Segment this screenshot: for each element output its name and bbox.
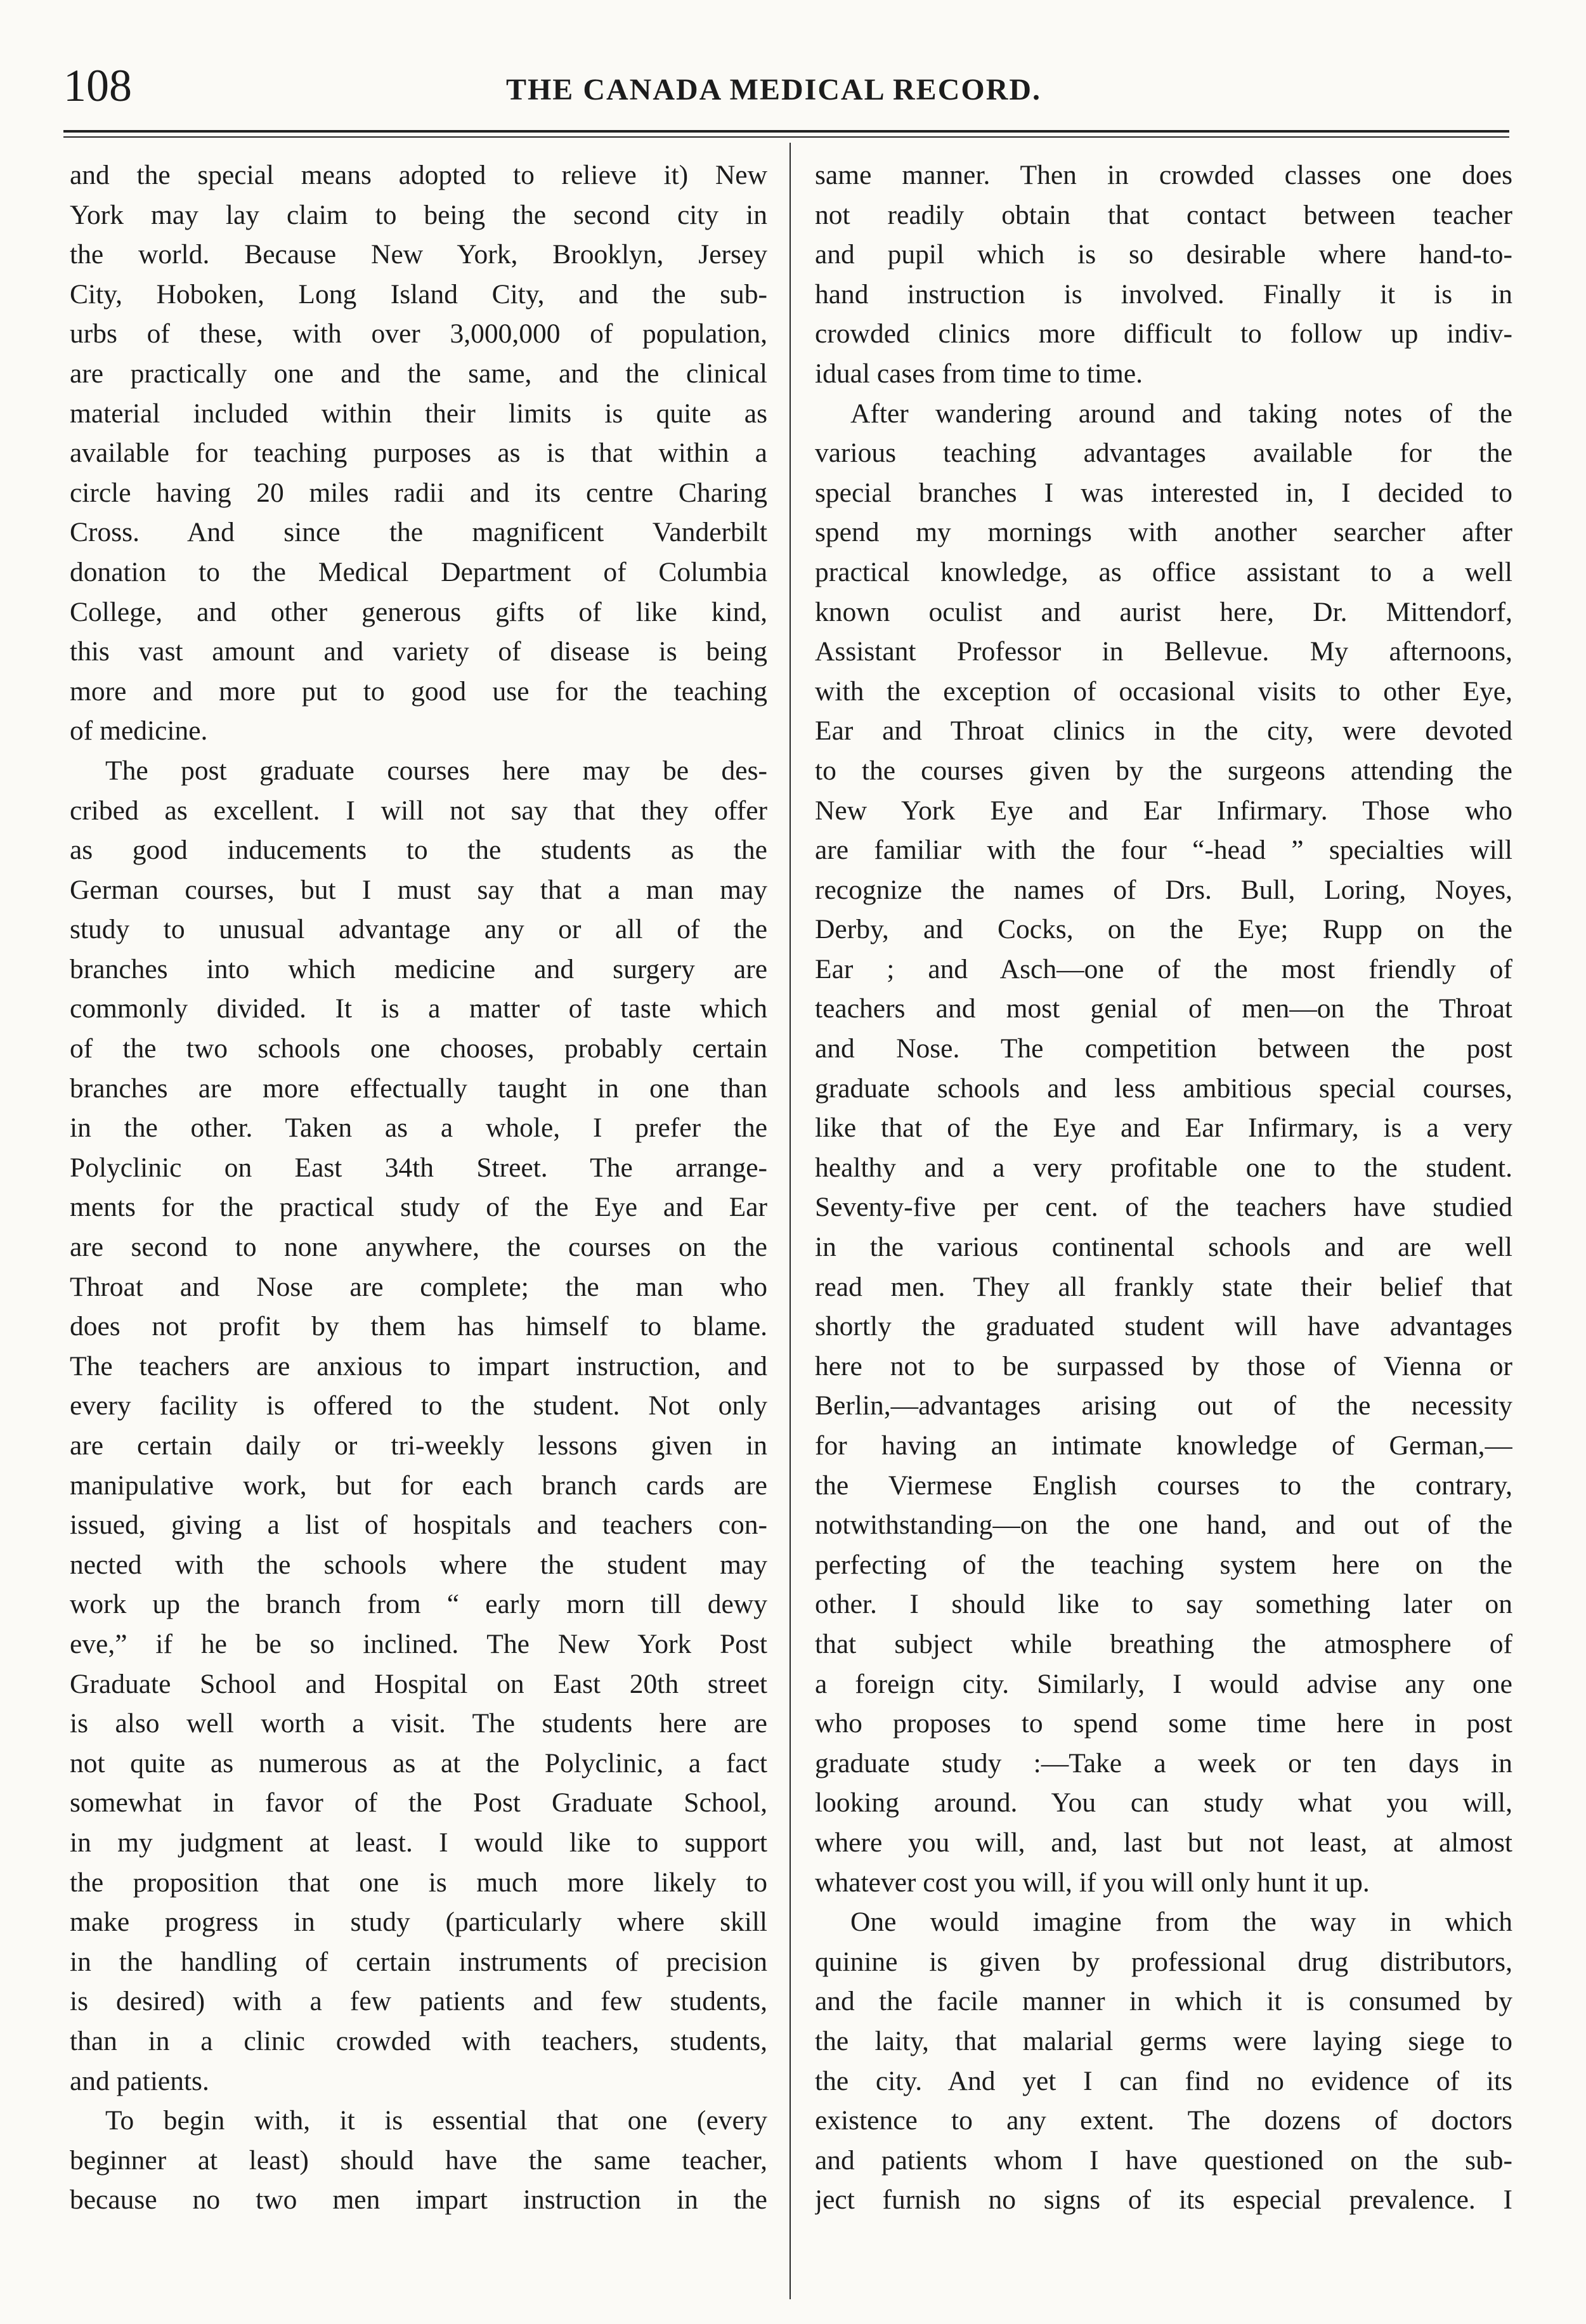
text-line: who proposes to spend some time here in post: [815, 1708, 1512, 1739]
text-line: issued, giving a list of hospitals and teachers con-: [70, 1510, 767, 1541]
text-line: material included within their limits is quite as: [70, 398, 767, 429]
text-line: Berlin,—advantages arising out of the necessity: [815, 1390, 1512, 1421]
text-line: read men. They all frankly state their belief that: [815, 1271, 1512, 1302]
text-line: and patients whom I have questioned on the sub-: [815, 2144, 1512, 2176]
text-line: are practically one and the same, and the clinical: [70, 358, 767, 389]
text-line: various teaching advantages available for the: [815, 438, 1512, 469]
text-line: beginner at least) should have the same teacher,: [70, 2144, 767, 2176]
text-line: hand instruction is involved. Finally it is in: [815, 278, 1512, 310]
text-line: and the special means adopted to relieve it) New: [70, 160, 767, 190]
text-line: in the various continental schools and are well: [815, 1232, 1512, 1263]
text-line: a foreign city. Similarly, I would advise any one: [815, 1668, 1512, 1699]
text-line: graduate study :—Take a week or ten days in: [815, 1747, 1512, 1779]
text-line: more and more put to good use for the teaching: [70, 676, 767, 707]
text-line: not quite as numerous as at the Polyclinic, a fact: [70, 1747, 767, 1779]
text-line: To begin with, it is essential that one (every: [105, 2105, 767, 2136]
text-line: to the courses given by the surgeons attending the: [815, 755, 1512, 786]
text-line: other. I should like to say something later on: [815, 1589, 1512, 1620]
text-line: special branches I was interested in, I decided to: [815, 477, 1512, 508]
text-line: branches are more effectually taught in one than: [70, 1073, 767, 1104]
text-line: known oculist and aurist here, Dr. Mittendorf,: [815, 596, 1512, 627]
text-line: branches into which medicine and surgery are: [70, 953, 767, 984]
text-line: every facility is offered to the student. Not only: [70, 1390, 767, 1421]
text-line: this vast amount and variety of disease is being: [70, 636, 767, 667]
header-rule-thin: [63, 136, 1509, 138]
text-line: eve,” if he be so inclined. The New York Post: [70, 1628, 767, 1659]
text-line: Ear ; and Asch—one of the most friendly of: [815, 953, 1512, 984]
text-line: urbs of these, with over 3,000,000 of population,: [70, 318, 767, 349]
text-line: make progress in study (particularly where skill: [70, 1907, 767, 1938]
text-line: idual cases from time to time.: [815, 358, 1143, 389]
running-title: THE CANADA MEDICAL RECORD.: [505, 73, 1042, 107]
text-line: whatever cost you will, if you will only hunt it up.: [815, 1867, 1370, 1898]
right-column: [815, 155, 1512, 2220]
text-line: of the two schools one chooses, probably certain: [70, 1033, 767, 1064]
text-line: is desired) with a few patients and few students,: [70, 1986, 767, 2017]
text-line: Cross. And since the magnificent Vanderbilt: [70, 517, 767, 548]
text-line: After wandering around and taking notes of the: [850, 398, 1512, 429]
text-line: College, and other generous gifts of like kind,: [70, 596, 767, 627]
text-line: practical knowledge, as office assistant to a well: [815, 556, 1512, 587]
text-line: are second to none anywhere, the courses on the: [70, 1232, 767, 1263]
text-line: than in a clinic crowded with teachers, students,: [70, 2025, 767, 2056]
text-line: with the exception of occasional visits to other Eye,: [815, 676, 1512, 707]
text-line: are familiar with the four “-head ” specialties will: [815, 835, 1512, 866]
text-line: shortly the graduated student will have advantages: [815, 1311, 1512, 1342]
text-line: like that of the Eye and Ear Infirmary, is a very: [815, 1113, 1512, 1144]
text-line: The post graduate courses here may be des-: [105, 755, 767, 786]
text-line: ments for the practical study of the Eye and Ear: [70, 1192, 767, 1223]
text-line: the proposition that one is much more likely to: [70, 1867, 767, 1898]
text-line: Assistant Professor in Bellevue. My afternoons,: [815, 636, 1512, 667]
text-line: and pupil which is so desirable where hand-to-: [815, 239, 1512, 270]
text-line: recognize the names of Drs. Bull, Loring, Noyes,: [815, 874, 1512, 905]
text-line: York may lay claim to being the second city in: [70, 199, 767, 230]
text-line: and the facile manner in which it is consumed by: [815, 1986, 1512, 2017]
text-line: the world. Because New York, Brooklyn, Jersey: [70, 239, 767, 270]
text-line: Derby, and Cocks, on the Eye; Rupp on the: [815, 914, 1512, 945]
page-header: [63, 51, 1484, 121]
text-line: donation to the Medical Department of Columbia: [70, 556, 767, 587]
text-line: are certain daily or tri-weekly lessons given in: [70, 1430, 767, 1461]
text-line: quinine is given by professional drug distributors,: [815, 1946, 1512, 1977]
text-line: the city. And yet I can find no evidence of its: [815, 2065, 1512, 2096]
text-line: perfecting of the teaching system here on the: [815, 1549, 1512, 1580]
text-line: City, Hoboken, Long Island City, and the sub-: [70, 278, 767, 310]
text-line: and Nose. The competition between the post: [815, 1033, 1512, 1064]
text-line: for having an intimate knowledge of German,—: [815, 1430, 1512, 1461]
text-line: One would imagine from the way in which: [850, 1907, 1512, 1938]
text-line: and patients.: [70, 2065, 209, 2096]
text-line: The teachers are anxious to impart instruction, and: [70, 1350, 767, 1381]
text-line: of medicine.: [70, 715, 208, 747]
text-line: as good inducements to the students as the: [70, 835, 767, 866]
text-line: same manner. Then in crowded classes one does: [815, 160, 1512, 190]
text-line: Polyclinic on East 34th Street. The arrange-: [70, 1152, 767, 1183]
text-line: Seventy-five per cent. of the teachers have studied: [815, 1192, 1512, 1223]
text-line: teachers and most genial of men—on the Throat: [815, 993, 1512, 1024]
left-column: [70, 155, 767, 2220]
text-line: crowded clinics more difficult to follow up indiv-: [815, 318, 1512, 349]
text-line: that subject while breathing the atmosphere of: [815, 1628, 1512, 1659]
header-rule-thick: [63, 130, 1509, 133]
text-line: in the handling of certain instruments of precision: [70, 1946, 767, 1977]
text-line: Throat and Nose are complete; the man who: [70, 1271, 767, 1302]
text-line: ject furnish no signs of its especial prevalence. I: [815, 2184, 1512, 2216]
text-line: graduate schools and less ambitious special courses,: [815, 1073, 1512, 1104]
text-line: cribed as excellent. I will not say that they offer: [70, 795, 767, 826]
text-line: available for teaching purposes as is that within a: [70, 438, 767, 469]
text-line: somewhat in favor of the Post Graduate School,: [70, 1787, 767, 1818]
text-line: commonly divided. It is a matter of taste which: [70, 993, 767, 1024]
text-line: because no two men impart instruction in the: [70, 2184, 767, 2216]
text-line: is also well worth a visit. The students here are: [70, 1708, 767, 1739]
text-line: existence to any extent. The dozens of doctors: [815, 2105, 1512, 2136]
text-line: nected with the schools where the student may: [70, 1549, 767, 1580]
page-number: 108: [63, 60, 132, 111]
text-line: notwithstanding—on the one hand, and out of the: [815, 1510, 1512, 1541]
text-line: the laity, that malarial germs were laying siege to: [815, 2025, 1512, 2056]
text-line: where you will, and, last but not least, at almost: [815, 1827, 1512, 1858]
text-line: spend my mornings with another searcher after: [815, 517, 1512, 548]
column-divider: [790, 143, 791, 2299]
text-line: Graduate School and Hospital on East 20th street: [70, 1668, 767, 1699]
text-line: does not profit by them has himself to blame.: [70, 1311, 767, 1342]
text-line: German courses, but I must say that a man may: [70, 874, 767, 905]
text-line: the Viermese English courses to the contrary,: [815, 1470, 1512, 1501]
text-line: Ear and Throat clinics in the city, were devoted: [815, 715, 1512, 747]
text-line: New York Eye and Ear Infirmary. Those who: [815, 795, 1512, 826]
text-line: study to unusual advantage any or all of the: [70, 914, 767, 945]
text-line: circle having 20 miles radii and its centre Charing: [70, 477, 767, 508]
text-line: manipulative work, but for each branch cards are: [70, 1470, 767, 1501]
text-line: healthy and a very profitable one to the student.: [815, 1152, 1512, 1183]
text-line: here not to be surpassed by those of Vienna or: [815, 1350, 1512, 1381]
text-line: work up the branch from “ early morn till dewy: [70, 1589, 767, 1620]
text-line: in my judgment at least. I would like to support: [70, 1827, 767, 1858]
text-line: not readily obtain that contact between teacher: [815, 199, 1512, 230]
text-line: looking around. You can study what you will,: [815, 1787, 1512, 1818]
text-line: in the other. Taken as a whole, I prefer the: [70, 1113, 767, 1144]
